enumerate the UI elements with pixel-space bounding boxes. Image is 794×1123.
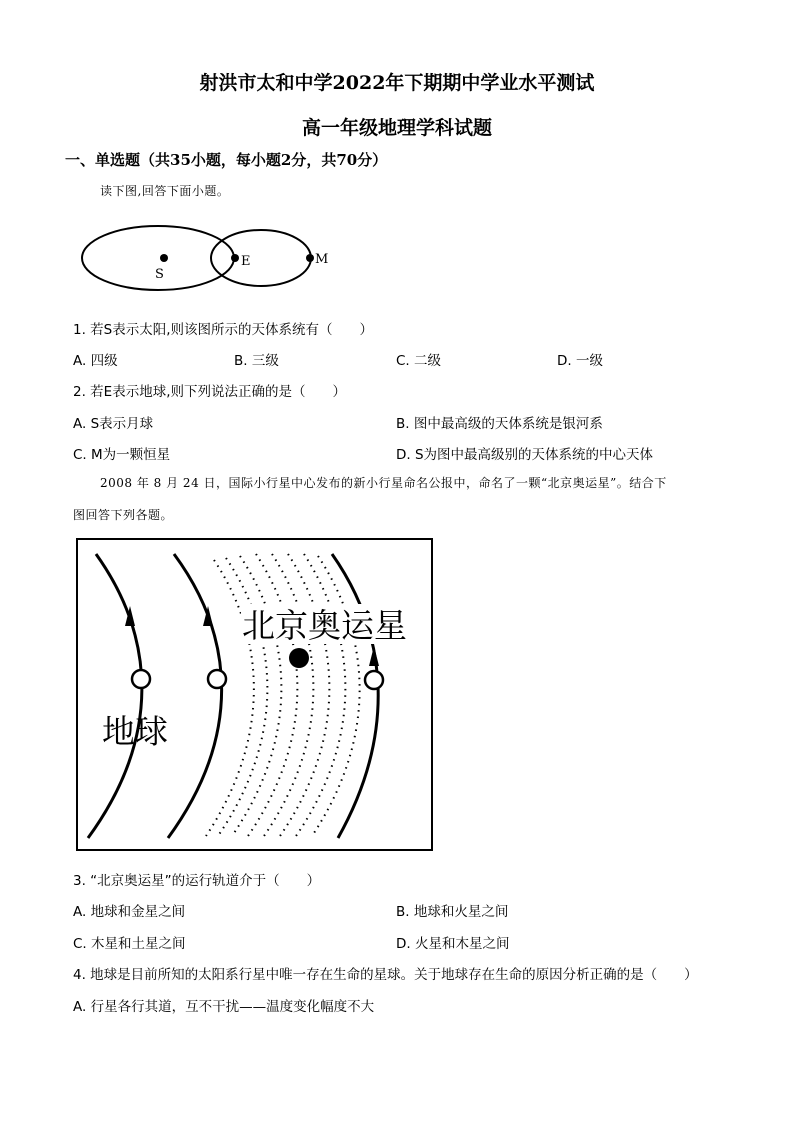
q2-option-c[interactable]: C. M为一颗恒星: [73, 447, 171, 463]
earth-label: 地球: [102, 712, 168, 751]
q1-option-a[interactable]: A. 四级: [73, 353, 118, 369]
q3-option-b[interactable]: B. 地球和火星之间: [396, 904, 509, 920]
q3-stem: 3. “北京奥运星”的运行轨道介于（ ）: [73, 873, 321, 889]
passage-line-2: 图回答下列各题。: [73, 508, 174, 522]
label-s: S: [155, 267, 164, 282]
q2-option-b[interactable]: B. 图中最高级的天体系统是银河系: [396, 416, 603, 432]
planet-jupiter-marker: [365, 671, 383, 689]
asteroid-label: 北京奥运星: [242, 606, 407, 645]
q3-option-c[interactable]: C. 木星和土星之间: [73, 936, 186, 952]
label-m: M: [315, 252, 329, 267]
q2-option-d[interactable]: D. S为图中最高级别的天体系统的中心天体: [396, 447, 654, 463]
q1-option-b[interactable]: B. 三级: [234, 353, 279, 369]
s-point: [160, 254, 168, 262]
q1-stem: 1. 若S表示太阳,则该图所示的天体系统有（ ）: [73, 322, 374, 338]
page-subtitle: 高一年级地理学科试题: [301, 117, 492, 139]
asteroid-marker: [289, 648, 309, 668]
planet-earth-marker: [132, 670, 150, 688]
intro-text: 读下图,回答下面小题。: [100, 184, 230, 198]
q1-option-d[interactable]: D. 一级: [557, 353, 603, 369]
celestial-system-diagram: [75, 222, 345, 297]
q4-stem: 4. 地球是目前所知的太阳系行星中唯一存在生命的星球。关于地球存在生命的原因分析正确的是（ ）: [73, 967, 698, 983]
q4-option-a[interactable]: A. 行星各行其道，互不干扰——温度变化幅度不大: [73, 999, 375, 1015]
label-e: E: [241, 254, 251, 269]
asteroid-orbit-diagram: [76, 538, 433, 851]
q3-option-a[interactable]: A. 地球和金星之间: [73, 904, 186, 920]
q3-option-d[interactable]: D. 火星和木星之间: [396, 936, 510, 952]
q2-stem: 2. 若E表示地球,则下列说法正确的是（ ）: [73, 384, 346, 400]
passage-line-1: 2008 年 8 月 24 日，国际小行星中心发布的新小行星命名公报中，命名了一颗“北京奥运星”。结合下: [100, 476, 667, 490]
planet-mars-marker: [208, 670, 226, 688]
inner-orbit-ellipse: [211, 230, 311, 286]
e-point: [231, 254, 239, 262]
m-point: [306, 254, 314, 262]
section-heading: 一、单选题（共35小题，每小题2分，共70分）: [65, 151, 388, 169]
page-title: 射洪市太和中学2022年下期期中学业水平测试: [199, 72, 595, 94]
q2-option-a[interactable]: A. S表示月球: [73, 416, 154, 432]
q1-option-c[interactable]: C. 二级: [396, 353, 442, 369]
